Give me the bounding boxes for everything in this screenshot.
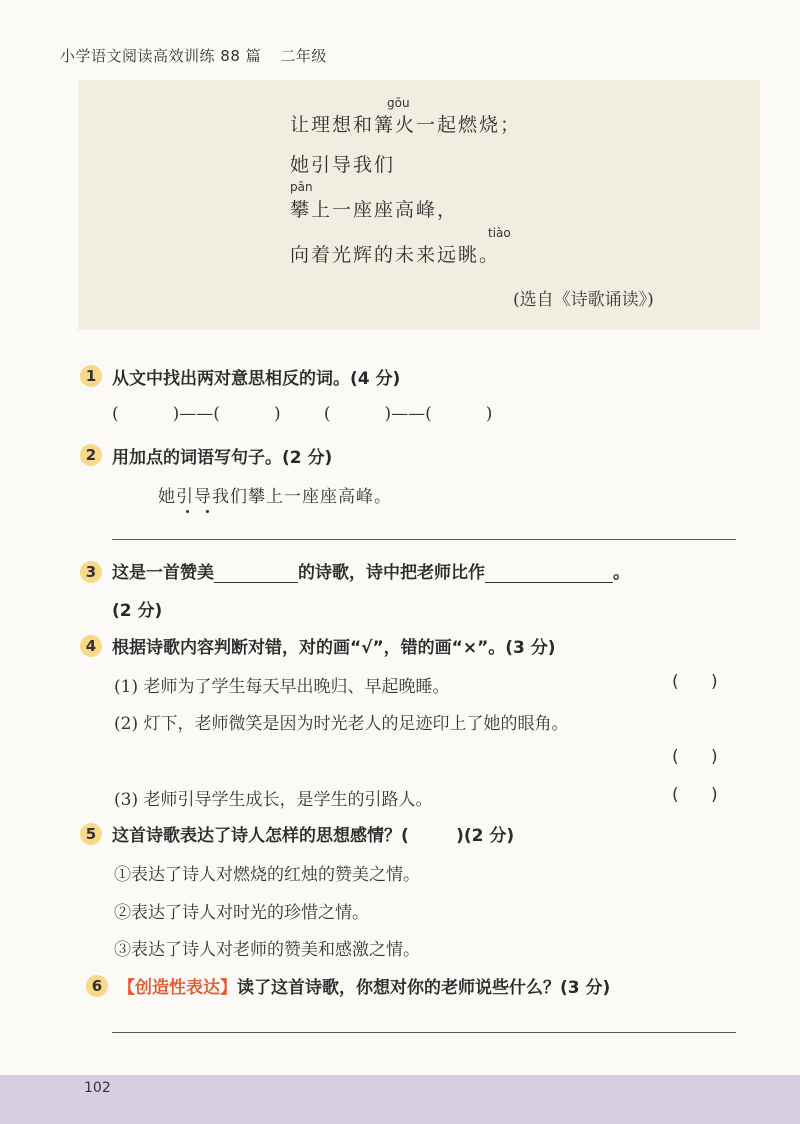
question-1-text: 从文中找出两对意思相反的词。(4 分) xyxy=(112,369,401,389)
answer-paren[interactable]: ( ) xyxy=(672,785,718,805)
question-4-item-3: (3) 老师引导学生成长，是学生的引路人。 xyxy=(114,790,433,810)
question-6-text xyxy=(118,973,610,998)
question-5-option-3: ③表达了诗人对老师的赞美和感激之情。 xyxy=(114,940,420,960)
poem-line-1: 让理想和篝火一起燃烧； xyxy=(290,114,522,136)
question-4-item-2: (2) 灯下，老师微笑是因为时光老人的足迹印上了她的眼角。 xyxy=(114,714,569,734)
question-number-1: 1 xyxy=(80,365,102,387)
question-3-text-c: 。 xyxy=(613,563,630,583)
question-3-text-b: 的诗歌，诗中把老师比作 xyxy=(298,563,485,583)
creative-expression-tag: 【创造性表达】 xyxy=(118,978,237,998)
question-5-option-1: ①表达了诗人对燃烧的红烛的赞美之情。 xyxy=(114,865,420,885)
question-number-6: 6 xyxy=(86,975,108,997)
question-1-answer-blanks[interactable]: ( )——( ) ( )——( ) xyxy=(112,404,493,424)
answer-line[interactable] xyxy=(112,539,736,540)
emphasis-dot xyxy=(186,510,189,513)
emphasis-dot xyxy=(206,510,209,513)
poem-line-4: 向着光辉的未来远眺。 xyxy=(290,244,501,266)
question-5-option-2: ②表达了诗人对时光的珍惜之情。 xyxy=(114,903,369,923)
page-number: 102 xyxy=(84,1080,111,1096)
question-3-text xyxy=(112,558,630,583)
question-number-2: 2 xyxy=(80,444,102,466)
answer-paren[interactable]: ( ) xyxy=(672,672,718,692)
poem-source: (选自《诗歌诵读》) xyxy=(513,290,654,310)
answer-line[interactable] xyxy=(112,1032,736,1033)
answer-blank[interactable] xyxy=(485,564,613,583)
answer-blank[interactable] xyxy=(214,564,298,583)
poem-line-3: 攀上一座座高峰， xyxy=(290,199,459,221)
question-3-score: (2 分) xyxy=(112,601,163,621)
question-5-text: 这首诗歌表达了诗人怎样的思想感情？( )(2 分) xyxy=(112,826,515,846)
question-3-text-a: 这是一首赞美 xyxy=(112,563,214,583)
grade-label: 二年级 xyxy=(280,47,327,65)
poem-line-2: 她引导我们 xyxy=(290,154,396,176)
page-header xyxy=(60,45,341,66)
pinyin-tiao: tiào xyxy=(488,226,511,240)
question-2-sentence: 她引导我们攀上一座座高峰。 xyxy=(158,487,392,507)
footer-band xyxy=(0,1075,800,1124)
question-number-5: 5 xyxy=(80,823,102,845)
question-4-text: 根据诗歌内容判断对错，对的画“√”，错的画“×”。(3 分) xyxy=(112,638,556,658)
pinyin-gou: gōu xyxy=(387,96,410,110)
answer-paren[interactable]: ( ) xyxy=(672,747,718,767)
question-4-item-1: (1) 老师为了学生每天早出晚归、早起晚睡。 xyxy=(114,677,450,697)
book-title: 小学语文阅读高效训练 88 篇 xyxy=(60,47,262,65)
question-number-3: 3 xyxy=(80,561,102,583)
question-number-4: 4 xyxy=(80,635,102,657)
question-6-prompt: 读了这首诗歌，你想对你的老师说些什么？(3 分) xyxy=(237,978,611,998)
question-2-text: 用加点的词语写句子。(2 分) xyxy=(112,448,333,468)
pinyin-pan: pān xyxy=(290,180,313,194)
